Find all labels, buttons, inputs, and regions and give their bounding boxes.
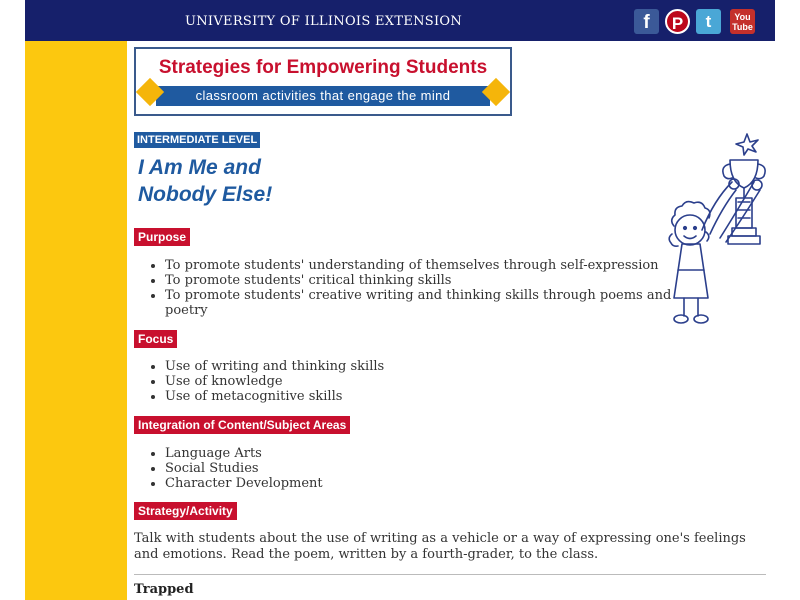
- site-title[interactable]: UNIVERSITY OF ILLINOIS EXTENSION: [185, 14, 463, 29]
- level-badge: INTERMEDIATE LEVEL: [134, 132, 260, 148]
- twitter-icon[interactable]: t: [696, 9, 721, 34]
- page-title-line1: I Am Me and: [138, 156, 261, 179]
- page-title-line2: Nobody Else!: [138, 183, 273, 206]
- youtube-icon-top: You: [734, 12, 751, 22]
- banner-subtitle: classroom activities that engage the mind: [195, 88, 451, 103]
- site-header: [25, 0, 775, 41]
- youtube-icon[interactable]: [730, 9, 755, 34]
- banner-subtitle-strip: [156, 86, 490, 106]
- banner-title: Strategies for Empowering Students: [158, 57, 488, 78]
- youtube-icon-bottom: Tube: [732, 22, 753, 32]
- list-item: • To promote students' understanding of themselves through self-expression: [165, 258, 685, 273]
- focus-list: [146, 359, 665, 404]
- list-item: • To promote students' critical thinking skills: [165, 273, 685, 288]
- purpose-heading: Purpose: [134, 228, 190, 246]
- focus-heading: Focus: [134, 330, 177, 348]
- integration-list: [146, 446, 665, 491]
- divider: [134, 574, 766, 575]
- list-item: • Use of metacognitive skills: [165, 389, 665, 404]
- left-sidebar: [25, 41, 127, 600]
- pinterest-icon[interactable]: P: [665, 9, 690, 34]
- poem-title: Trapped: [134, 582, 194, 597]
- facebook-icon[interactable]: f: [634, 9, 659, 34]
- integration-heading: Integration of Content/Subject Areas: [134, 416, 350, 434]
- strategy-text: Talk with students about the use of writing as a vehicle or a way of expressing one's feelings and emotions. Read the poem, written by a fourth-grader, to the class.: [134, 531, 746, 562]
- page-title: [138, 154, 338, 208]
- list-item: • To promote students' creative writing and thinking skills through poems and poetry: [165, 288, 685, 318]
- list-item: • Character Development: [165, 476, 665, 491]
- strategy-heading: Strategy/Activity: [134, 502, 237, 520]
- list-item: • Language Arts: [165, 446, 665, 461]
- list-item: • Use of knowledge: [165, 374, 665, 389]
- program-banner: [134, 47, 512, 116]
- list-item: • Social Studies: [165, 461, 665, 476]
- girl-trophy-illustration: [650, 130, 775, 330]
- list-item: • Use of writing and thinking skills: [165, 359, 665, 374]
- purpose-list: [146, 258, 685, 318]
